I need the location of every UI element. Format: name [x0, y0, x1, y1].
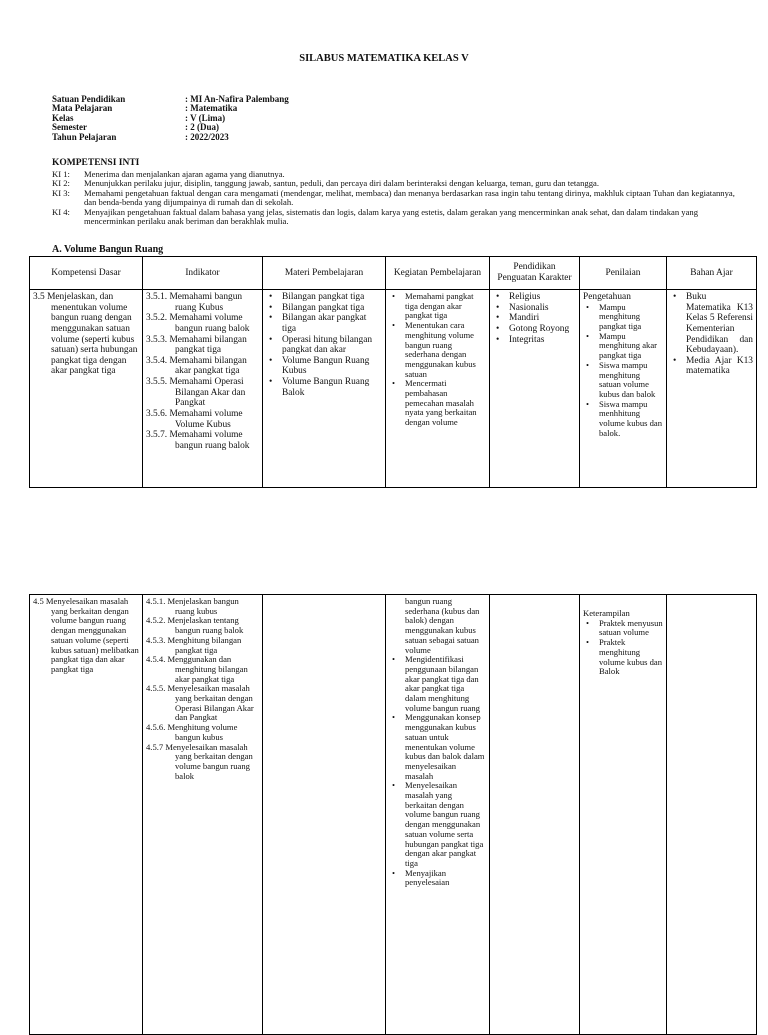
bahan-item: • Buku Matematika K13 Kelas 5 Referensi Kementerian Pendidikan dan Kebudayaan). [686, 292, 753, 356]
penilaian-item: • Praktek menyusun satuan volume [599, 619, 663, 638]
kegiatan-continuation: bangun ruang sederhana (kubus dan balok) dengan menggunakan kubus satuan sebagai satuan volume [405, 596, 480, 655]
header-kegiatan: Kegiatan Pembelajaran [386, 257, 490, 290]
identity-value: : V (Lima) [185, 112, 226, 123]
indikator-item: 3.5.7. Memahami volume bangun ruang balok [146, 430, 250, 451]
ki-number: KI 3: [52, 187, 70, 198]
cell-kompetensi-dasar [30, 290, 143, 488]
kd-text: 3.5 Menjelaskan, dan menentukan volume bangun ruang dengan menggunakan satuan volume (seperti kubus satuan) serta hubungan pangkat tiga dengan akar pangkat tiga [33, 292, 138, 377]
table-row [30, 595, 757, 1035]
header-materi: Materi Pembelajaran [263, 257, 386, 290]
penilaian-heading: Keterampilan [583, 608, 630, 618]
kegiatan-item: • Mencermati pembahasan pemecahan masalah nyata yang berkaitan dengan volume [405, 379, 486, 428]
kegiatan-item: • Menggunakan konsep menggunakan kubus satuan untuk menentukan volume kubus dan balok dalam menyelesaikan masalah [405, 713, 486, 781]
indikator-item: 4.5.4. Menggunakan dan menghitung bilangan akar pangkat tiga [146, 654, 248, 684]
indikator-item: 4.5.6. Menghitung volume bangun kubus [146, 722, 238, 742]
cell-kompetensi-dasar [30, 595, 143, 1035]
ki-heading: KOMPETENSI INTI [52, 158, 140, 168]
page-title: SILABUS MATEMATIKA KELAS V [299, 53, 469, 64]
indikator-item: 3.5.1. Memahami bangun ruang Kubus [146, 292, 243, 313]
penilaian-item: • Siswa mampu menhhitung volume kubus dan balok. [599, 400, 663, 439]
materi-item: • Operasi hitung bilangan pangkat dan akar [282, 335, 382, 356]
penilaian-item: • Mampu menghitung akar pangkat tiga [599, 332, 663, 361]
cell-indikator [143, 290, 263, 488]
identity-key: Semester [52, 122, 87, 133]
karakter-item: • Nasionalis [509, 303, 576, 314]
penilaian-item: • Mampu menghitung pangkat tiga [599, 303, 663, 332]
ki-number: KI 1: [52, 169, 70, 179]
ki-item [52, 208, 742, 227]
karakter-item: • Integritas [509, 335, 576, 346]
indikator-item: 3.5.2. Memahami volume bangun ruang balok [146, 313, 250, 334]
penilaian-item: • Siswa mampu menghitung satuan volume kubus dan balok [599, 361, 663, 400]
ki-text: Menyajikan pengetahuan faktual dalam bahasa yang jelas, sistematis dan logis, dalam karya yang estetis, dalam gerakan yang mencerminkan anak sehat, dan dalam tindakan yang mencerminkan perilaku anak beriman dan berakhlak mulia. [84, 206, 698, 227]
indikator-item: 3.5.3. Memahami bilangan pangkat tiga [146, 334, 247, 356]
identity-key: Tahun Pelajaran [52, 131, 117, 142]
header-indikator: Indikator [143, 257, 263, 290]
identity-value: : 2 (Dua) [185, 122, 219, 133]
ki-list [52, 170, 742, 227]
indikator-item: 4.5.7 Menyelesaikan masalah yang berkaitan dengan volume bangun ruang balok [146, 741, 253, 781]
cell-indikator [143, 595, 263, 1035]
table-header-row [30, 257, 757, 290]
header-bahan-ajar: Bahan Ajar [667, 257, 757, 290]
penilaian-item: • Praktek menghitung volume kubus dan Balok [599, 638, 663, 677]
ki-number: KI 4: [52, 206, 70, 217]
penilaian-heading: Pengetahuan [583, 292, 631, 302]
kegiatan-item: • Menyelesaikan masalah yang berkaitan dengan volume bangun ruang dengan menggunakan satuan volume serta hubungan pangkat tiga dengan akar pangkat tiga [405, 781, 486, 868]
cell-karakter [490, 290, 580, 488]
bahan-item: • Media Ajar K13 matematika [686, 356, 753, 377]
kegiatan-item: • Memahami pangkat tiga dengan akar pangkat tiga [405, 292, 486, 321]
cell-bahan-ajar [667, 595, 757, 1035]
identity-value: : MI An-Nafira Palembang [185, 94, 289, 104]
identity-value: : Matematika [185, 103, 238, 114]
indikator-item: 3.5.4. Memahami bilangan akar pangkat tiga [146, 355, 247, 377]
header-karakter: Pendidikan Penguatan Karakter [490, 257, 580, 290]
cell-kegiatan [386, 595, 490, 1035]
materi-item: • Volume Bangun Ruang Kubus [282, 356, 382, 377]
header-kompetensi-dasar: Kompetensi Dasar [30, 257, 143, 290]
identity-key: Satuan Pendidikan [52, 94, 126, 104]
indikator-item: 4.5.5. Menyelesaikan masalah yang berkaitan dengan Operasi Bilangan Akar dan Pangkat [146, 683, 254, 723]
cell-penilaian [580, 595, 667, 1035]
karakter-item: • Religius [509, 292, 576, 303]
kegiatan-item: • Menyajikan penyelesaian [405, 869, 486, 888]
ki-text: Menerima dan menjalankan ajaran agama yang dianutnya. [84, 169, 285, 179]
karakter-item: • Gotong Royong [509, 324, 576, 335]
cell-penilaian [580, 290, 667, 488]
ki-text: Menunjukkan perilaku jujur, disiplin, tanggung jawab, santun, peduli, dan percaya diri dalam berinteraksi dengan keluarga, teman, guru dan tetangga. [84, 178, 599, 189]
syllabus-table-page1 [29, 256, 757, 488]
cell-materi [263, 290, 386, 488]
cell-materi [263, 595, 386, 1035]
kegiatan-item: • Mengidentifikasi penggunaan bilangan akar pangkat tiga dan akar pangkat tiga dalam menghitung volume bangun ruang [405, 655, 486, 713]
section-title: A. Volume Bangun Ruang [52, 244, 164, 255]
materi-item: • Bilangan pangkat tiga [282, 303, 382, 314]
ki-number: KI 2: [52, 178, 70, 189]
header-penilaian: Penilaian [580, 257, 667, 290]
kd-text: 4.5 Menyelesaikan masalah yang berkaitan dengan volume bangun ruang dengan menggunakan satuan volume (seperti kubus satuan) melibatkan pangkat tiga dan akar pangkat tiga [33, 596, 139, 674]
cell-karakter [490, 595, 580, 1035]
materi-item: • Volume Bangun Ruang Balok [282, 377, 382, 398]
materi-item: • Bilangan pangkat tiga [282, 292, 382, 303]
cell-bahan-ajar [667, 290, 757, 488]
identity-key: Mata Pelajaran [52, 103, 113, 114]
cell-kegiatan [386, 290, 490, 488]
indikator-item: 4.5.1. Menjelaskan bangun ruang kubus [146, 596, 239, 616]
materi-item: • Bilangan akar pangkat tiga [282, 313, 382, 334]
indikator-item: 4.5.3. Menghitung bilangan pangkat tiga [146, 634, 242, 655]
indikator-item: 3.5.6. Memahami volume Volume Kubus [146, 408, 243, 430]
ki-text: Memahami pengetahuan faktual dengan cara mengamati (mendengar, melihat, membaca) dan menanya berdasarkan rasa ingin tahu tentang dirinya, makhluk ciptaan Tuhan dan kegiatannya, dan benda-benda yang dijumpainya di rumah dan di sekolah. [84, 187, 735, 208]
identity-key: Kelas [52, 112, 74, 123]
syllabus-table-page2 [29, 594, 757, 1035]
karakter-item: • Mandiri [509, 313, 576, 324]
ki-item [52, 189, 742, 208]
identity-value: : 2022/2023 [185, 131, 229, 142]
identity-block [52, 95, 289, 142]
indikator-item: 4.5.2. Menjelaskan tentang bangun ruang balok [146, 615, 244, 636]
indikator-item: 3.5.5. Memahami Operasi Bilangan Akar dan Pangkat [146, 377, 246, 409]
table-row [30, 290, 757, 488]
kegiatan-item: • Menentukan cara menghitung volume bangun ruang sederhana dengan menggunakan kubus satuan [405, 321, 486, 379]
